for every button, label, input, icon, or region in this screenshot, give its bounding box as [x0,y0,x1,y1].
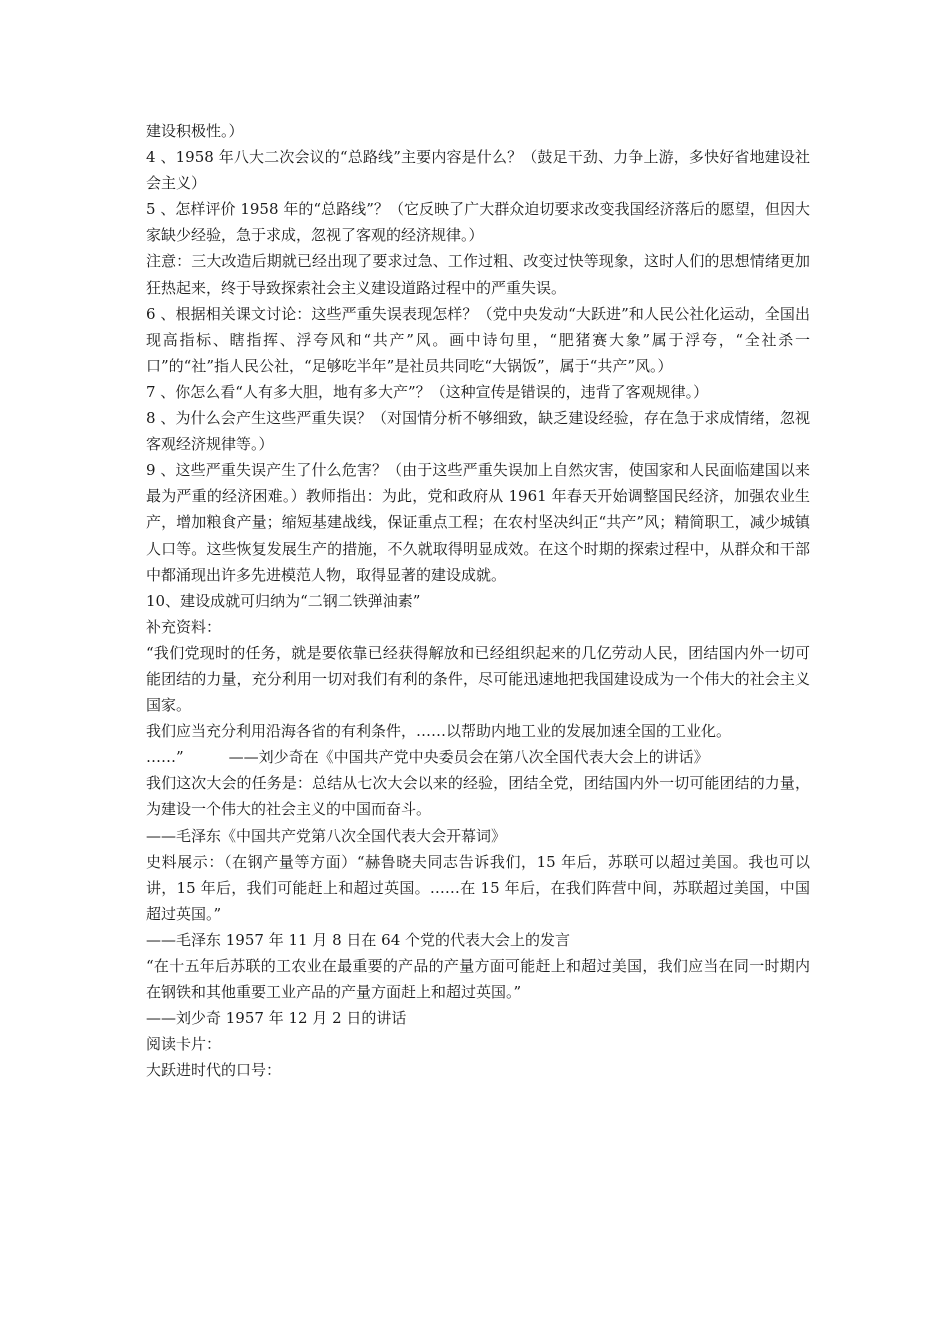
historical-material: 史料展示：（在钢产量等方面）“赫鲁晓夫同志告诉我们，15 年后，苏联可以超过美国。我也可以讲，15 年后，我们可能赶上和超过英国。……在 15 年后，在我们阵营中间，苏联超过美国，中国超过英国。” [146,852,810,923]
question-7: 7 、你怎么看“人有多大胆，地有多大产”？（这种宣传是错误的，违背了客观规律。） [146,382,709,401]
reading-card-heading: 阅读卡片： [146,1035,222,1054]
question-6: 6 、根据相关课文讨论：这些严重失误表现怎样？（党中央发动“大跃进”和人民公社化运动，全国出现高指标、瞎指挥、浮夸风和“共产”风。画中诗句里，“肥猪赛大象”属于浮夸，“全社杀一口”的“社”指人民公社，“足够吃半年”是社员共同吃“大锅饭”，属于“共产”风。） [146,304,810,375]
quote-paragraph: “在十五年后苏联的工农业在最重要的产品的产量方面可能赶上和超过美国，我们应当在同一时期内在钢铁和其他重要工业产品的产量方面赶上和超过英国。” [146,957,810,1002]
quote-attribution: ——毛泽东 1957 年 11 月 8 日在 64 个党的代表大会上的发言 [146,930,571,949]
note-paragraph: 注意：三大改造后期就已经出现了要求过急、工作过粗、改变过快等现象，这时人们的思想情绪更加狂热起来，终于导致探索社会主义建设道路过程中的严重失误。 [146,252,810,297]
quote-paragraph: “我们党现时的任务，就是要依靠已经获得解放和已经组织起来的几亿劳动人民，团结国内外一切可能团结的力量，充分利用一切对我们有利的条件，尽可能迅速地把我国建设成为一个伟大的社会主义国家。 [146,643,810,715]
question-5: 5 、怎样评价 1958 年的“总路线”？（它反映了广大群众迫切要求改变我国经济落后的愿望，但因大家缺少经验，急于求成，忽视了客观的经济规律。） [146,200,810,245]
supplement-heading: 补充资料： [146,617,222,636]
question-9: 9 、这些严重失误产生了什么危害？（由于这些严重失误加上自然灾害，使国家和人民面临建国以来最为严重的经济困难。）教师指出：为此，党和政府从 1961 年春天开始调整国民经济，加强农业生产，增加粮食产量；缩短基建战线，保证重点工程；在农村坚决纠正“共产”风；精简职工，减少城镇人口等。这些恢复发展生产的措施，不久就取得明显成效。在这个时期的探索过程中，从群众和干部中都涌现出许多先进模范人物，取得显著的建设成就。 [146,461,810,584]
document-body [146,118,810,1083]
quote-paragraph: 我们这次大会的任务是：总结从七次大会以来的经验，团结全党，团结国内外一切可能团结的力量，为建设一个伟大的社会主义的中国而奋斗。 [146,774,810,819]
quote-attribution: ……” ——刘少奇在《中国共产党中央委员会在第八次全国代表大会上的讲话》 [146,748,709,767]
paragraph-continuation: 建设积极性。） [146,122,244,140]
quote-attribution: ——刘少奇 1957 年 12 月 2 日的讲话 [146,1009,407,1028]
slogans-heading: 大跃进时代的口号： [146,1061,282,1080]
question-8: 8 、为什么会产生这些严重失误？（对国情分析不够细致，缺乏建设经验，存在急于求成情绪，忽视客观经济规律等。） [146,409,810,454]
question-4: 4 、1958 年八大二次会议的“总路线”主要内容是什么？（鼓足干劲、力争上游，多快好省地建设社会主义） [146,148,810,193]
quote-attribution: ——毛泽东《中国共产党第八次全国代表大会开幕词》 [146,826,507,845]
question-10: 10、建设成就可归纳为“二钢二铁弹油素” [146,591,421,610]
quote-paragraph: 我们应当充分利用沿海各省的有利条件，……以帮助内地工业的发展加速全国的工业化。 [146,722,732,741]
